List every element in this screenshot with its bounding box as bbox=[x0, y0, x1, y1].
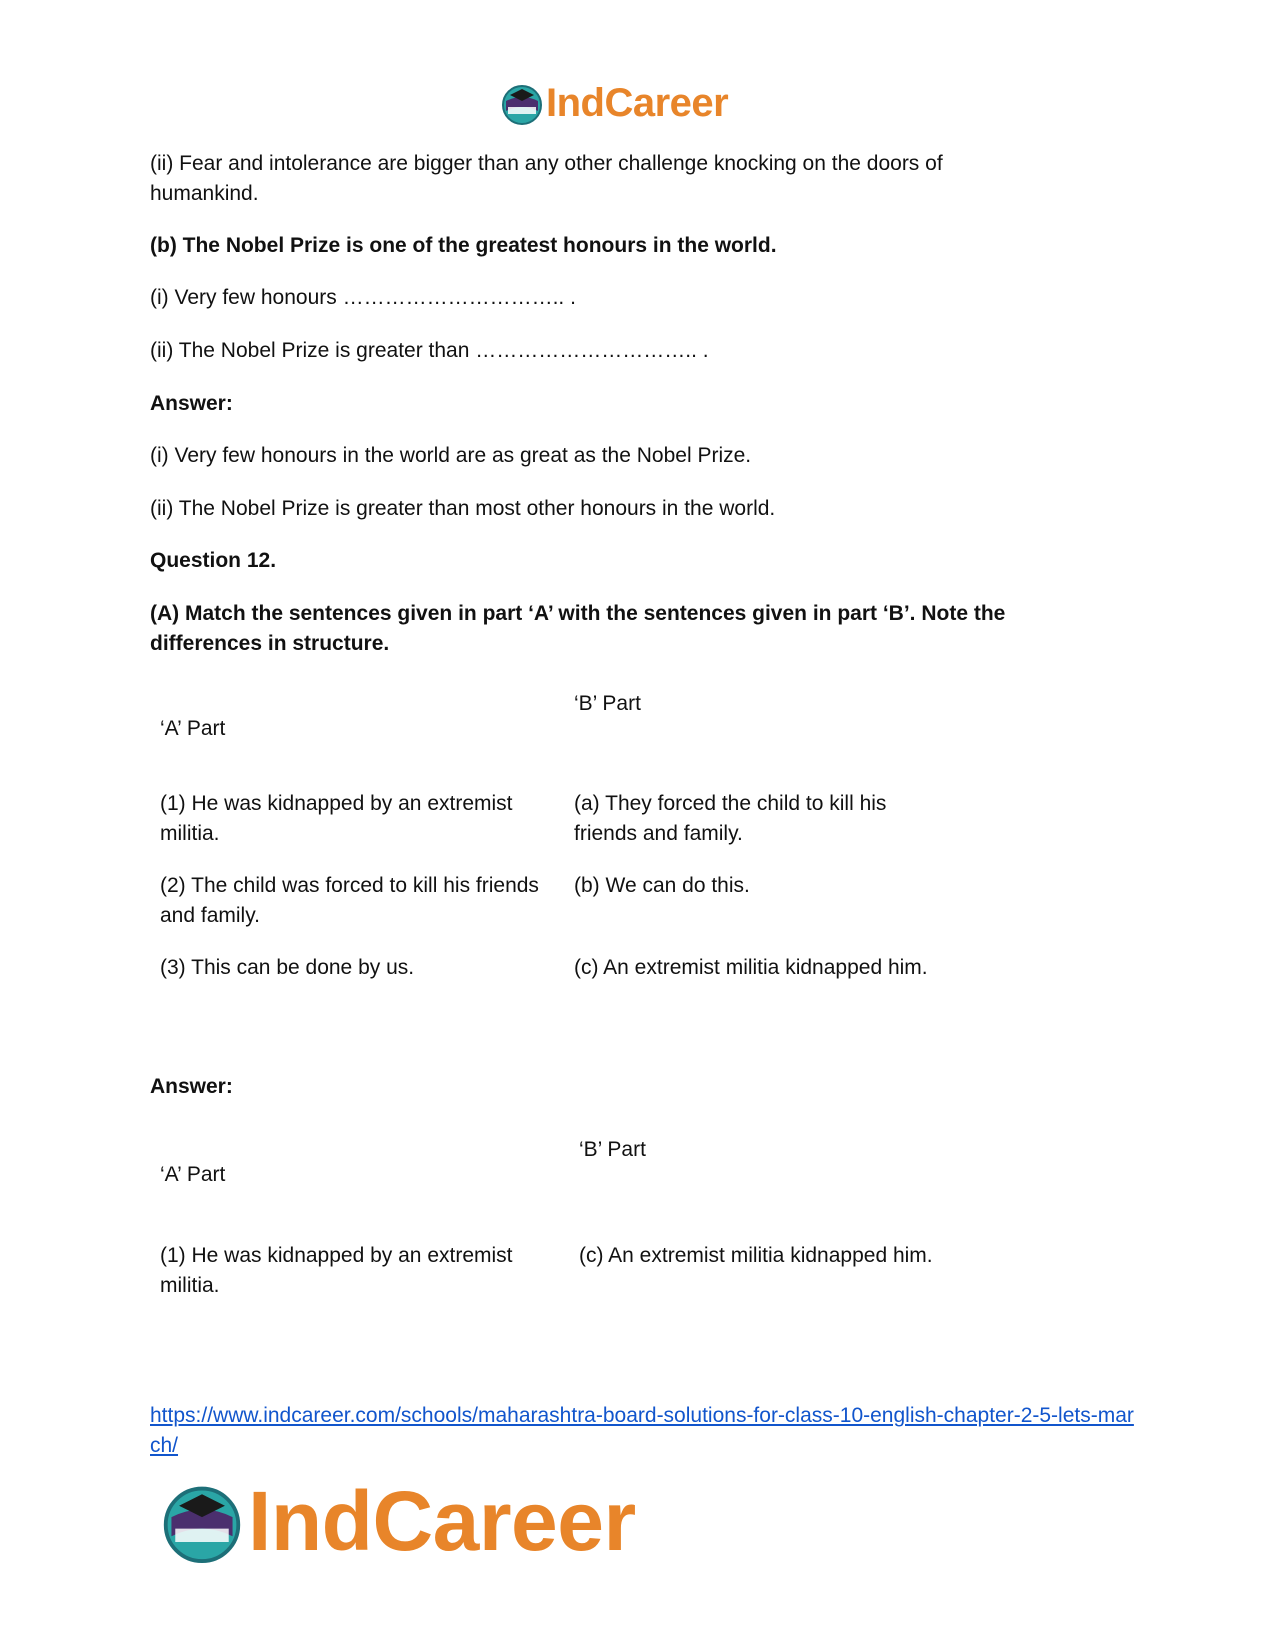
brand-name: IndCareer bbox=[546, 80, 729, 125]
brand-name: IndCareer bbox=[248, 1473, 636, 1568]
question-number: Question 12. bbox=[150, 549, 277, 572]
table-cell-b: (a) They forced the child to kill his friends and family. bbox=[574, 792, 887, 845]
source-url-link[interactable]: https://www.indcareer.com/schools/maharashtra-board-solutions-for-class-10-english-chapter-2-5-lets-march/ bbox=[150, 1404, 1134, 1457]
graduation-book-globe-icon bbox=[500, 81, 544, 125]
column-header-a: ‘A’ Part bbox=[160, 717, 226, 740]
answer-label: Answer: bbox=[150, 1075, 233, 1098]
header-logo bbox=[500, 80, 728, 126]
table-cell-a: (3) This can be done by us. bbox=[160, 956, 415, 979]
column-header-a: ‘A’ Part bbox=[160, 1163, 226, 1186]
column-header-b: ‘B’ Part bbox=[574, 692, 641, 715]
blank-line-i: (i) Very few honours ………………………….. . bbox=[150, 286, 576, 309]
graduation-book-globe-icon bbox=[160, 1479, 244, 1563]
answer-line-ii: (ii) The Nobel Prize is greater than most other honours in the world. bbox=[150, 497, 776, 520]
sub-question-b-heading: (b) The Nobel Prize is one of the greatest honours in the world. bbox=[150, 234, 777, 257]
statement-ii-fear: (ii) Fear and intolerance are bigger than any other challenge knocking on the doors of humankind. bbox=[150, 152, 943, 205]
table-cell-b: (c) An extremist militia kidnapped him. bbox=[574, 956, 928, 979]
table-cell-a: (1) He was kidnapped by an extremist militia. bbox=[160, 792, 513, 845]
table-cell-a: (1) He was kidnapped by an extremist militia. bbox=[160, 1244, 513, 1297]
blank-line-ii: (ii) The Nobel Prize is greater than ………………………….. . bbox=[150, 339, 709, 362]
question-instruction: (A) Match the sentences given in part ‘A’ with the sentences given in part ‘B’. Note the differences in structure. bbox=[150, 602, 1006, 655]
table-cell-b: (c) An extremist militia kidnapped him. bbox=[579, 1244, 933, 1267]
table-cell-b: (b) We can do this. bbox=[574, 874, 750, 897]
table-cell-a: (2) The child was forced to kill his friends and family. bbox=[160, 874, 539, 927]
answer-line-i: (i) Very few honours in the world are as great as the Nobel Prize. bbox=[150, 444, 752, 467]
footer-logo bbox=[160, 1473, 636, 1568]
column-header-b: ‘B’ Part bbox=[579, 1138, 646, 1161]
answer-label: Answer: bbox=[150, 392, 233, 415]
